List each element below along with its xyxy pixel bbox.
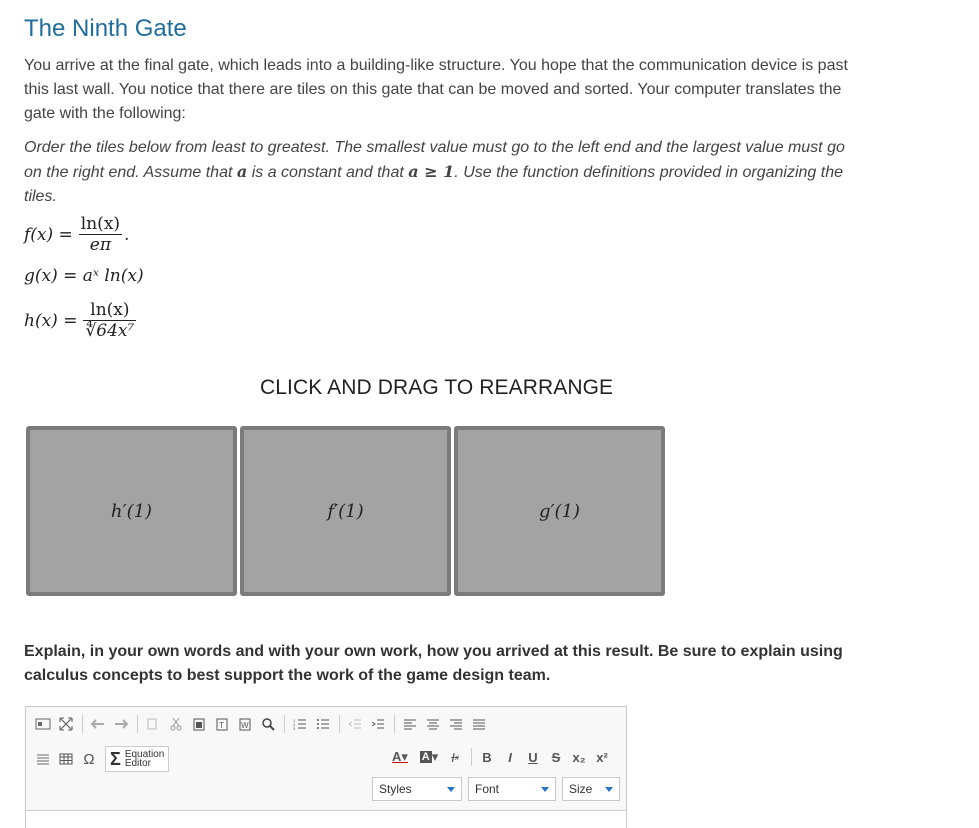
copy-format-icon[interactable] (142, 713, 164, 735)
f-lhs: f(x) = (24, 224, 73, 245)
h-denominator: ∜64x⁷ (85, 321, 135, 341)
align-right-icon[interactable] (445, 713, 467, 735)
toolbar-format (386, 746, 614, 768)
bulleted-list-icon[interactable] (312, 713, 334, 735)
page-title: The Ninth Gate (24, 15, 187, 42)
task-text-1: Order the tiles below from least to greatest. The smallest value must go to the left end and the largest value must go on the right end. Assume that (24, 139, 845, 181)
text-color-icon[interactable]: A▾ (392, 749, 408, 764)
remove-format-icon[interactable]: I x (451, 749, 459, 765)
font-dropdown[interactable]: Font (468, 777, 556, 801)
problem-content (24, 14, 864, 209)
svg-text:1: 1 (293, 718, 296, 723)
background-color-icon[interactable]: A ▾ (421, 749, 439, 764)
function-definitions (24, 212, 324, 362)
tile-label: f′(1) (327, 500, 364, 522)
h-numerator: ln(x) (90, 300, 130, 320)
task-var: a (236, 162, 248, 181)
cut-icon[interactable] (165, 713, 187, 735)
f-denominator: eπ (89, 235, 112, 255)
bold-button[interactable]: B (482, 749, 492, 765)
equation-editor-button[interactable]: Σ Equation Editor (105, 746, 169, 772)
svg-text:2: 2 (293, 722, 296, 727)
g-expression: g(x) = aˣ ln(x) (24, 266, 144, 286)
tile-h-prime[interactable] (26, 426, 237, 596)
table-icon[interactable] (55, 748, 77, 770)
undo-icon[interactable] (87, 713, 109, 735)
size-dropdown[interactable]: Size (562, 777, 620, 801)
task-text-3: . Use the function definitions provided in organizing the tiles. (24, 164, 843, 205)
f-definition: f(x) = $\frac{\ln(x)}{e\pi}$ . (24, 214, 130, 255)
task-condition: a ≥ 1 (408, 162, 455, 181)
explain-prompt: Explain, in your own words and with your own work, how you arrived at this result. Be sure to explain using calculus concepts to best support the work of the game design team. (24, 643, 843, 684)
h-fraction (83, 300, 136, 341)
toolbar-row-1 (32, 713, 491, 735)
align-justify-icon[interactable] (468, 713, 490, 735)
h-lhs: h(x) = (24, 310, 78, 331)
paste-icon[interactable] (188, 713, 210, 735)
tile-label: g′(1) (538, 500, 581, 522)
paste-text-icon[interactable] (211, 713, 233, 735)
editor-text-area[interactable] (26, 810, 626, 828)
chevron-down-icon (541, 787, 549, 792)
underline-button[interactable]: U (528, 749, 538, 765)
styles-dropdown[interactable]: Styles (372, 777, 462, 801)
chevron-down-icon (447, 787, 455, 792)
superscript-button[interactable]: x² (596, 749, 608, 765)
tile-f-prime[interactable] (240, 426, 451, 596)
subscript-button[interactable]: x₂ (572, 749, 586, 765)
toolbar-row-2 (32, 746, 169, 772)
indent-icon[interactable] (367, 713, 389, 735)
task-text-2: is a constant and that (247, 164, 409, 181)
intro-paragraph: You arrive at the final gate, which leads into a building-like structure. You hope that the communication device is past this last wall. You notice that there are tiles on this gate that can be moved and sorted. Your computer translates the gate with the following: (24, 57, 848, 122)
chevron-down-icon (605, 787, 613, 792)
redo-icon[interactable] (110, 713, 132, 735)
special-character-icon[interactable]: Ω (83, 750, 95, 768)
f-fraction (79, 214, 122, 255)
outdent-icon[interactable] (344, 713, 366, 735)
sigma-icon: Σ (110, 748, 121, 769)
tile-container (26, 426, 666, 596)
g-definition (24, 266, 144, 286)
tile-g-prime[interactable] (454, 426, 665, 596)
align-center-icon[interactable] (422, 713, 444, 735)
f-numerator: ln(x) (80, 214, 121, 234)
paste-word-icon[interactable] (234, 713, 256, 735)
horizontal-line-icon[interactable] (32, 748, 54, 770)
tile-label: h′(1) (110, 500, 153, 522)
maximize-icon[interactable] (55, 713, 77, 735)
find-icon[interactable] (257, 713, 279, 735)
source-icon[interactable] (32, 713, 54, 735)
align-left-icon[interactable] (399, 713, 421, 735)
svg-text:W: W (241, 721, 249, 730)
rich-text-editor (25, 706, 627, 828)
italic-button[interactable]: I (508, 749, 512, 765)
drag-instructions: CLICK AND DRAG TO REARRANGE (260, 376, 614, 399)
svg-text:T: T (219, 721, 224, 730)
task-paragraph (24, 136, 864, 209)
numbered-list-icon[interactable] (289, 713, 311, 735)
strikethrough-button[interactable]: S (551, 749, 561, 765)
h-definition (24, 300, 136, 341)
svg-text:3: 3 (293, 726, 296, 730)
